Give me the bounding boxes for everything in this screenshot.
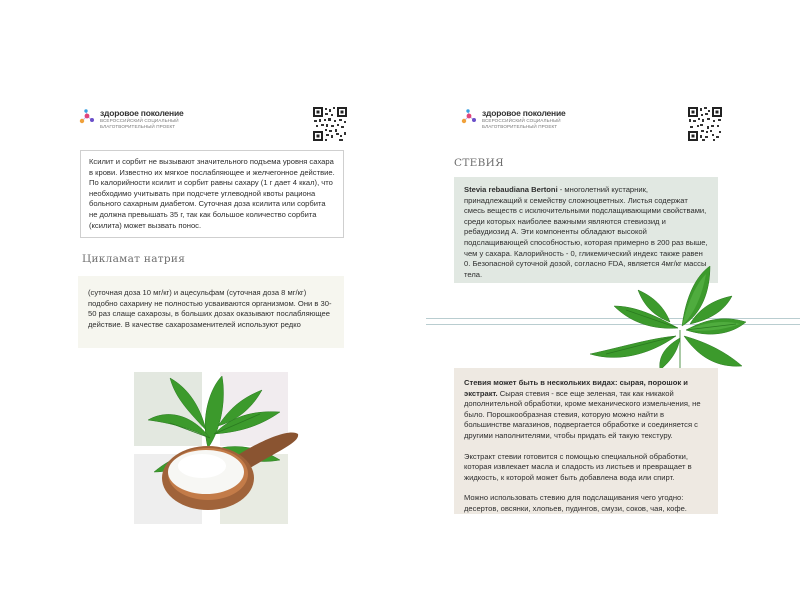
stevia-title: СТЕВИЯ — [454, 157, 504, 169]
cyclamate-title: Цикламат натрия — [82, 253, 186, 265]
stevia-extract-text: Экстракт стевии готовится с помощью специальной обработки, которая извлекает масла и сладость из листьев и превращает в жидкость, к которой может быть добавлена вода или спирт. — [464, 451, 692, 482]
stevia-leaves-image — [586, 266, 746, 372]
qr-code-icon — [312, 106, 348, 142]
stevia-forms-box — [454, 368, 718, 514]
xylitol-sorbitol-box — [80, 150, 344, 238]
brand-subtitle-line2: БЛАГОТВОРИТЕЛЬНЫЙ ПРОЕКТ — [482, 123, 558, 129]
stevia-usage-text: Можно использовать стевию для подслащивания чего угодно: десертов, овсянки, хлопьев, пудингов, смузи, соков, чая, кофе. — [464, 493, 687, 513]
brand-name: здоровое поколение — [482, 108, 566, 118]
brand-subtitle-line1: ВСЕРОССИЙСКИЙ СОЦИАЛЬНЫЙ — [482, 118, 561, 123]
stevia-forms-p1: Сырая стевия - все еще зеленая, так как никакой дополнительной обработки, кроме механического измельчения, не было. Порошкообразная стевия, которую можно найти в большинстве магазинов, подвергается обработке и соединяется с другими наполнителями, чтобы придать ей такую текстуру. — [464, 388, 701, 440]
brand-name: здоровое поколение — [100, 108, 184, 118]
molecule-logo-icon — [78, 108, 96, 126]
stevia-latin-name: Stevia rebaudiana Bertoni — [464, 185, 558, 194]
qr-code-icon — [687, 106, 723, 142]
brand-logo — [78, 108, 184, 129]
brand-subtitle-line1: ВСЕРОССИЙСКИЙ СОЦИАЛЬНЫЙ — [100, 118, 179, 123]
cyclamate-text: (суточная доза 10 мг/кг) и ацесульфам (суточная доза 8 мг/кг) подобно сахарину не полностью усваиваются организмом. Они в 30- 50 раз слаще сахарозы, в больших дозах оказывают послабляющее действие. В качестве сахарозаменителей используют редко — [88, 288, 332, 329]
cyclamate-box — [78, 276, 344, 348]
stevia-description-body: - многолетний кустарник, принадлежащий к семейству сложноцветных. Листья содержат смесь веществ с исключительными подслащивающими свойствами, среди которых наиболее важными являются стевиозид и ребаудиозид А. Эти компоненты обладают высокой подслащивающей способностью, которая примерно в 200 раз выше, чем у сахара. Калорийность - 0, гликемический индекс также равен 0. Безопасной суточной дозой, согласно FDA, является 4мг/кг массы тела. — [464, 185, 708, 279]
stevia-forms-intro — [464, 378, 708, 442]
stevia-forms-heading: Стевия может быть в нескольких видах: сырая, порошок и экстракт. — [464, 378, 688, 398]
brand-subtitle-line2: БЛАГОТВОРИТЕЛЬНЫЙ ПРОЕКТ — [100, 123, 176, 129]
right-page — [400, 0, 800, 600]
molecule-logo-icon — [460, 108, 478, 126]
brand-logo — [460, 108, 566, 129]
stevia-powder-spoon-image — [130, 368, 300, 518]
xylitol-sorbitol-text: Ксилит и сорбит не вызывают значительного подъема уровня сахара в крови. Известно их мягкое послабляющее и желчегонное действие. По калорийности ксилит и сорбит равны сахару (1 г дает 4 ккал), что необходимо учитывать при подсчете углеводной квоты рациона больного сахарным диабетом. Суточная доза ксилита или сорбита не должна превышать 35 г, так как большое количество сорбита (ксилита) может вызвать понос. — [89, 157, 335, 230]
